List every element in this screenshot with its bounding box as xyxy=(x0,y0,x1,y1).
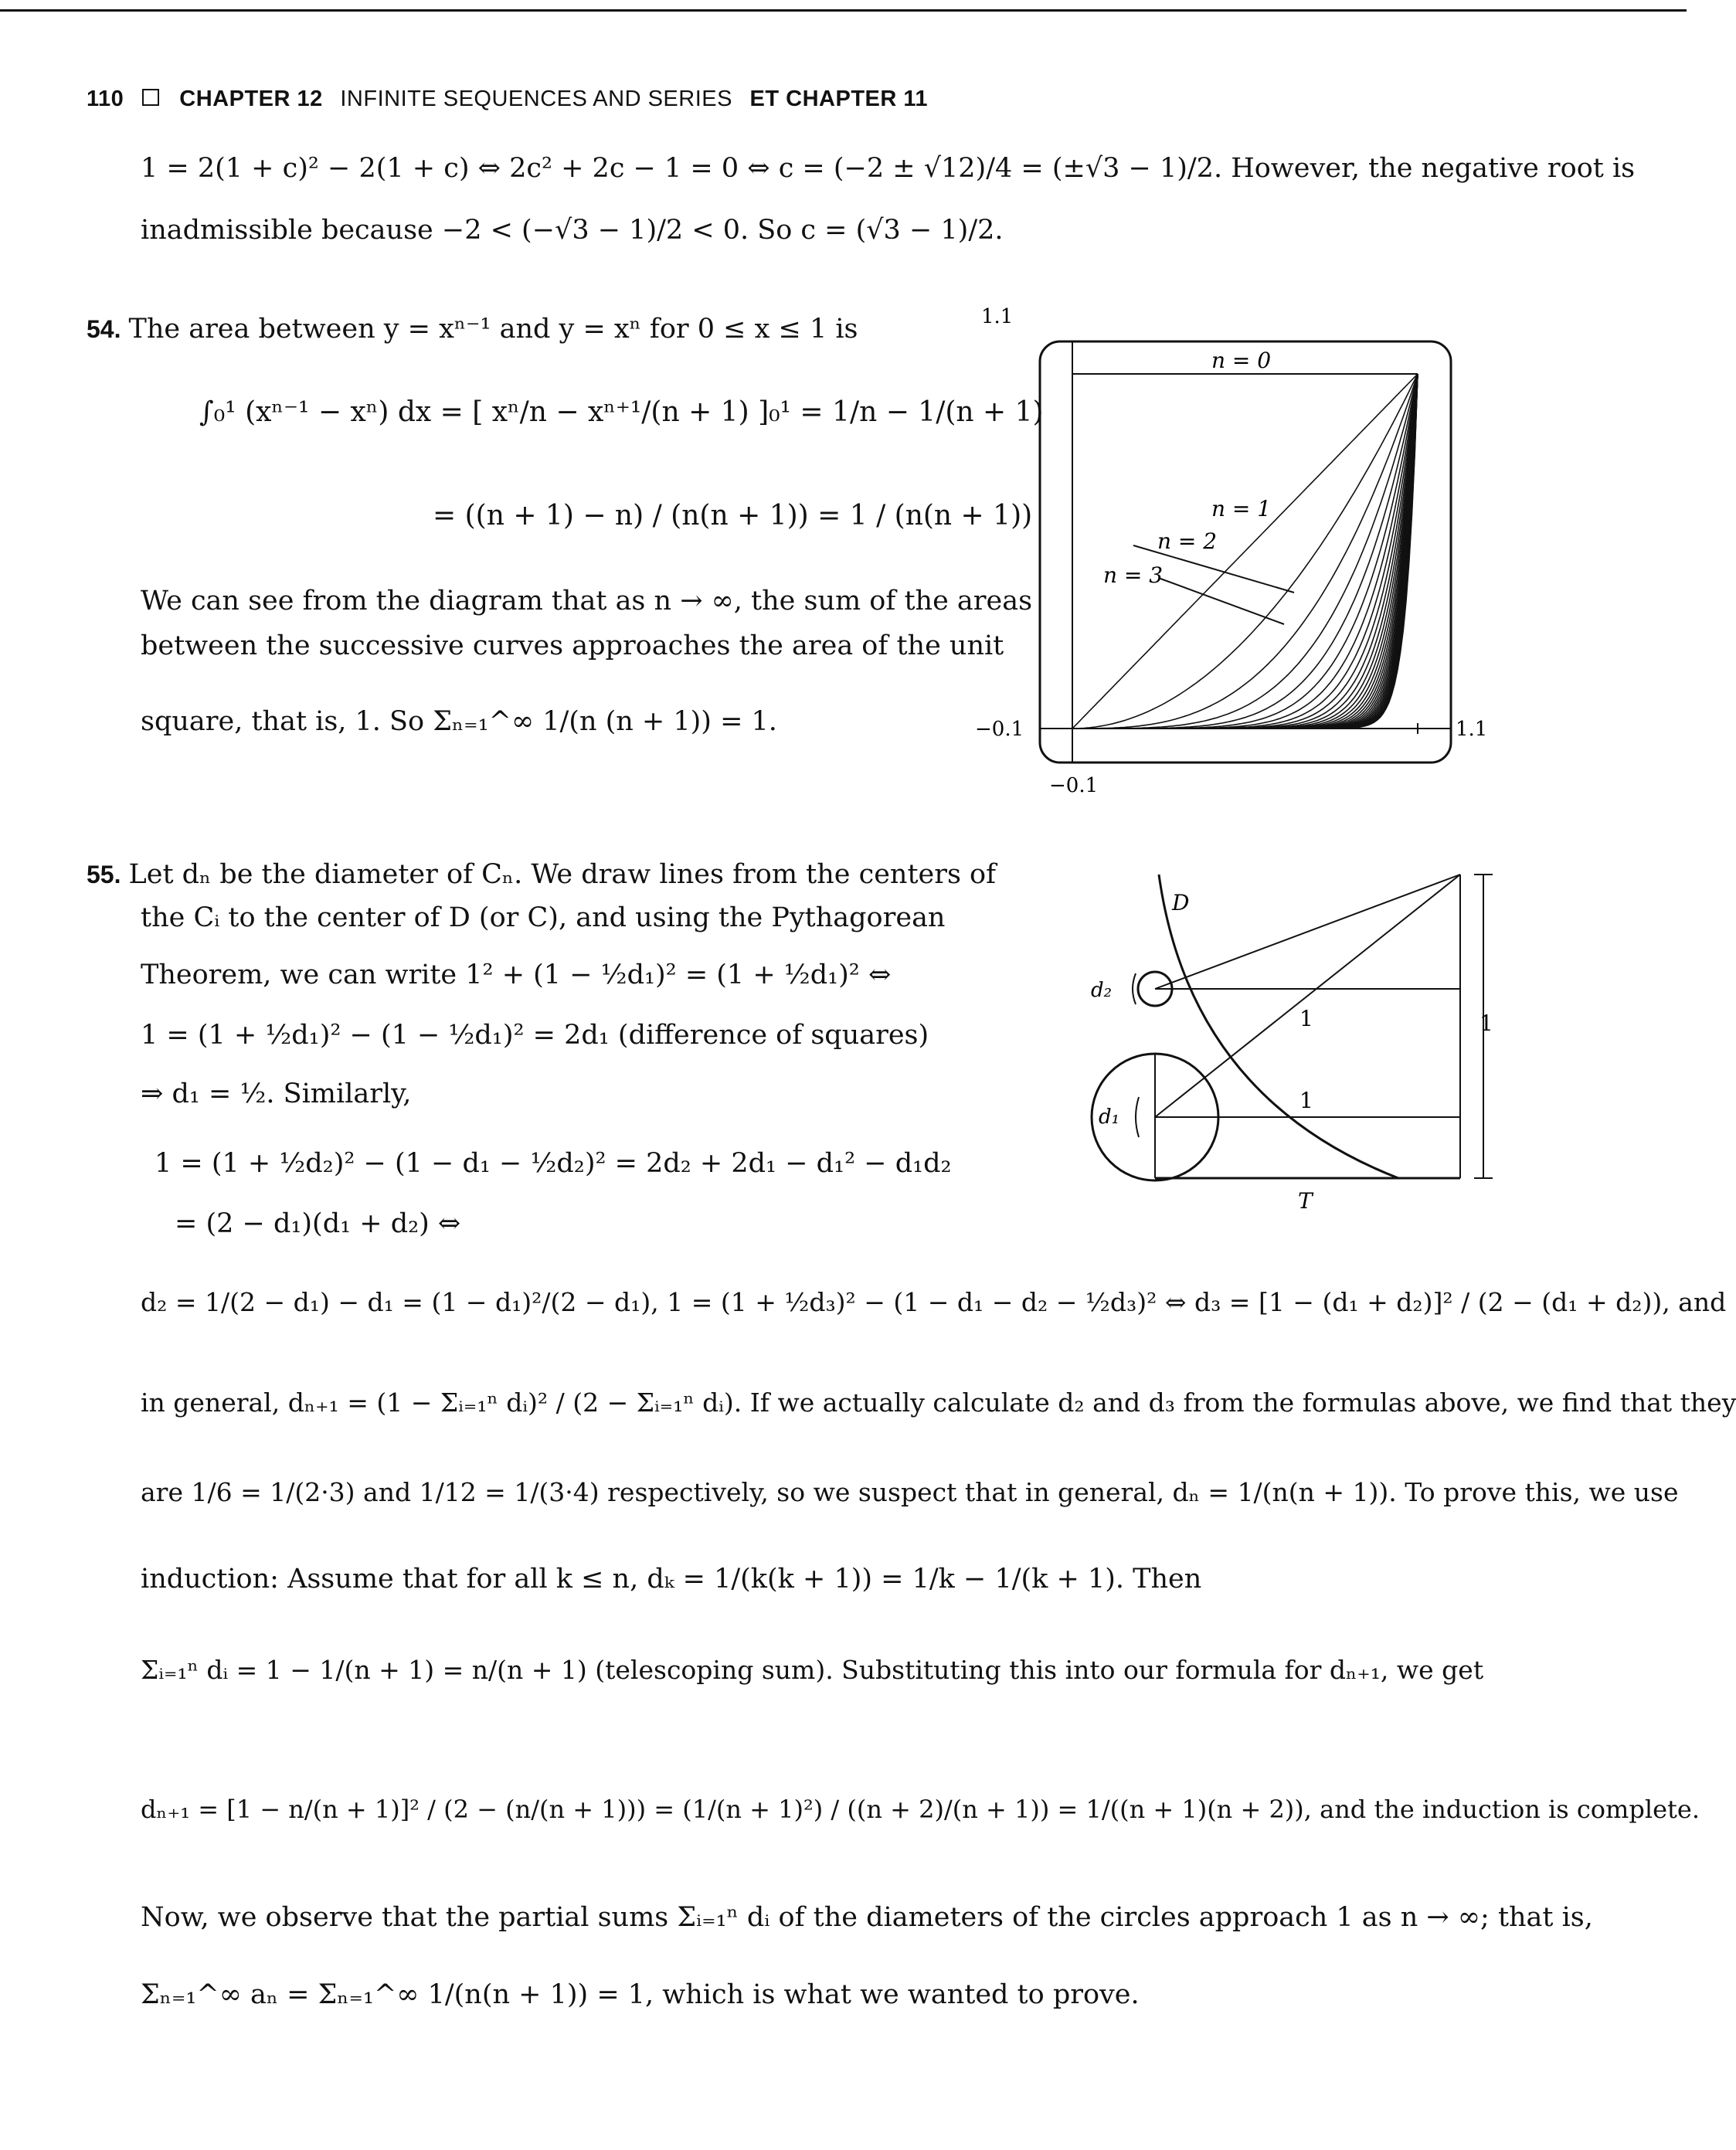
label-d1: d₁ xyxy=(1099,1106,1120,1129)
figure-54 xyxy=(975,305,1488,803)
problem-55-number: 55. xyxy=(87,861,121,888)
box-icon xyxy=(142,89,159,106)
label-one-side: 1 xyxy=(1480,1010,1493,1036)
problem-55-line-10: are 1/6 = 1/(2·3) and 1/12 = 1/(3·4) respectively, so we suspect that in general, dₙ = 1/(n(n + 1)). To prove this, we use xyxy=(141,1477,1679,1507)
problem-55-line-6: 1 = (1 + ½d₂)² − (1 − d₁ − ½d₂)² = 2d₂ + 2d₁ − d₁² − d₁d₂ xyxy=(155,1148,952,1179)
label-n2: n = 2 xyxy=(1157,528,1218,554)
problem-55-line-2: the Cᵢ to the center of D (or C), and using the Pythagorean xyxy=(141,902,946,933)
problem-55-line-12: Σᵢ₌₁ⁿ dᵢ = 1 − 1/(n + 1) = n/(n + 1) (telescoping sum). Substituting this into our formula for dₙ₊₁, we get xyxy=(141,1655,1484,1685)
page-number: 110 xyxy=(87,87,124,111)
brace-d2 xyxy=(1133,973,1136,1004)
label-D: D xyxy=(1172,890,1190,915)
problem-54-intro-text: The area between y = xⁿ⁻¹ and y = xⁿ for 0 ≤ x ≤ 1 is xyxy=(128,314,858,345)
hypotenuse-1 xyxy=(1155,875,1460,1117)
pointer-n3 xyxy=(1160,579,1284,624)
label-right: 1.1 xyxy=(1456,718,1488,741)
label-one-lower: 1 xyxy=(1299,1088,1313,1113)
chapter-title: INFINITE SEQUENCES AND SERIES xyxy=(340,87,732,111)
problem-54-text-3: square, that is, 1. So Σₙ₌₁^∞ 1/(n (n + 1)) = 1. xyxy=(141,706,777,737)
problem-54-text-2: between the successive curves approaches the area of the unit xyxy=(141,630,1004,661)
label-d2: d₂ xyxy=(1091,979,1113,1002)
label-one-upper: 1 xyxy=(1299,1006,1313,1031)
label-top: 1.1 xyxy=(981,305,1014,328)
circle-D-arc xyxy=(1159,875,1398,1178)
label-n1: n = 1 xyxy=(1211,496,1272,521)
figure-54-curves xyxy=(1072,374,1418,729)
figure-55-svg xyxy=(1074,865,1537,1221)
problem-55-line-11: induction: Assume that for all k ≤ n, dₖ = 1/(k(k + 1)) = 1/k − 1/(k + 1). Then xyxy=(141,1564,1202,1595)
label-n0: n = 0 xyxy=(1211,348,1272,373)
problem-55-line-1 xyxy=(87,858,996,892)
label-T: T xyxy=(1298,1188,1313,1214)
problem-54-intro xyxy=(87,312,858,346)
label-left: −0.1 xyxy=(975,718,1024,741)
problem-55-line-13: dₙ₊₁ = [1 − n/(n + 1)]² / (2 − (n/(n + 1))) = (1/(n + 1)²) / ((n + 2)/(n + 1)) = 1/((n + 1)(n + 2)), and the induction is complete. xyxy=(141,1795,1700,1824)
problem-55-line-9: in general, dₙ₊₁ = (1 − Σᵢ₌₁ⁿ dᵢ)² / (2 − Σᵢ₌₁ⁿ dᵢ). If we actually calculate d₂ and d₃ from the formulas above, we find that they xyxy=(141,1387,1736,1418)
problem-54-text-1: We can see from the diagram that as n → ∞, the sum of the areas xyxy=(141,586,1033,616)
et-chapter-label: ET CHAPTER 11 xyxy=(749,87,929,111)
problem-54-number: 54. xyxy=(87,315,121,343)
problem-54-integral: ∫₀¹ (xⁿ⁻¹ − xⁿ) dx = [ xⁿ/n − xⁿ⁺¹/(n + 1) ]₀¹ = 1/n − 1/(n + 1) xyxy=(199,396,1044,428)
problem-55-line-8: d₂ = 1/(2 − d₁) − d₁ = (1 − d₁)²/(2 − d₁), 1 = (1 + ½d₃)² − (1 − d₁ − d₂ − ½d₃)² ⇔ d₃ = [1 − (d₁ + d₂)]² / (2 − (d₁ + d₂)), and xyxy=(141,1287,1727,1317)
chapter-label: CHAPTER 12 xyxy=(179,87,323,111)
top-line-1: 1 = 2(1 + c)² − 2(1 + c) ⇔ 2c² + 2c − 1 = 0 ⇔ c = (−2 ± √12)/4 = (±√3 − 1)/2. However, the negative root is xyxy=(141,153,1636,184)
problem-55-line-3: Theorem, we can write 1² + (1 − ½d₁)² = (1 + ½d₁)² ⇔ xyxy=(141,960,892,990)
problem-55-line-15: Σₙ₌₁^∞ aₙ = Σₙ₌₁^∞ 1/(n(n + 1)) = 1, which is what we wanted to prove. xyxy=(141,1979,1140,2010)
brace-d1 xyxy=(1136,1097,1139,1137)
problem-55-line-14: Now, we observe that the partial sums Σᵢ₌₁ⁿ dᵢ of the diameters of the circles approach 1 as n → ∞; that is, xyxy=(141,1902,1593,1933)
power-curve xyxy=(1072,374,1418,729)
figure-54-svg xyxy=(975,305,1488,803)
label-bottom: −0.1 xyxy=(1049,774,1099,797)
hypotenuse-2 xyxy=(1155,875,1460,989)
running-head xyxy=(87,87,928,112)
label-n3: n = 3 xyxy=(1103,562,1164,588)
header-rule xyxy=(0,9,1687,12)
problem-54-simplified: = ((n + 1) − n) / (n(n + 1)) = 1 / (n(n + 1)) xyxy=(433,500,1033,532)
problem-55-line-4: 1 = (1 + ½d₁)² − (1 − ½d₁)² = 2d₁ (difference of squares) xyxy=(141,1020,929,1051)
problem-55-line-7: = (2 − d₁)(d₁ + d₂) ⇔ xyxy=(175,1208,461,1239)
problem-55-line-1-text: Let dₙ be the diameter of Cₙ. We draw lines from the centers of xyxy=(128,859,997,890)
problem-55-line-5: ⇒ d₁ = ½. Similarly, xyxy=(141,1078,412,1109)
figure-55 xyxy=(1074,865,1537,1221)
top-line-2: inadmissible because −2 < (−√3 − 1)/2 < 0. So c = (√3 − 1)/2. xyxy=(141,215,1004,246)
